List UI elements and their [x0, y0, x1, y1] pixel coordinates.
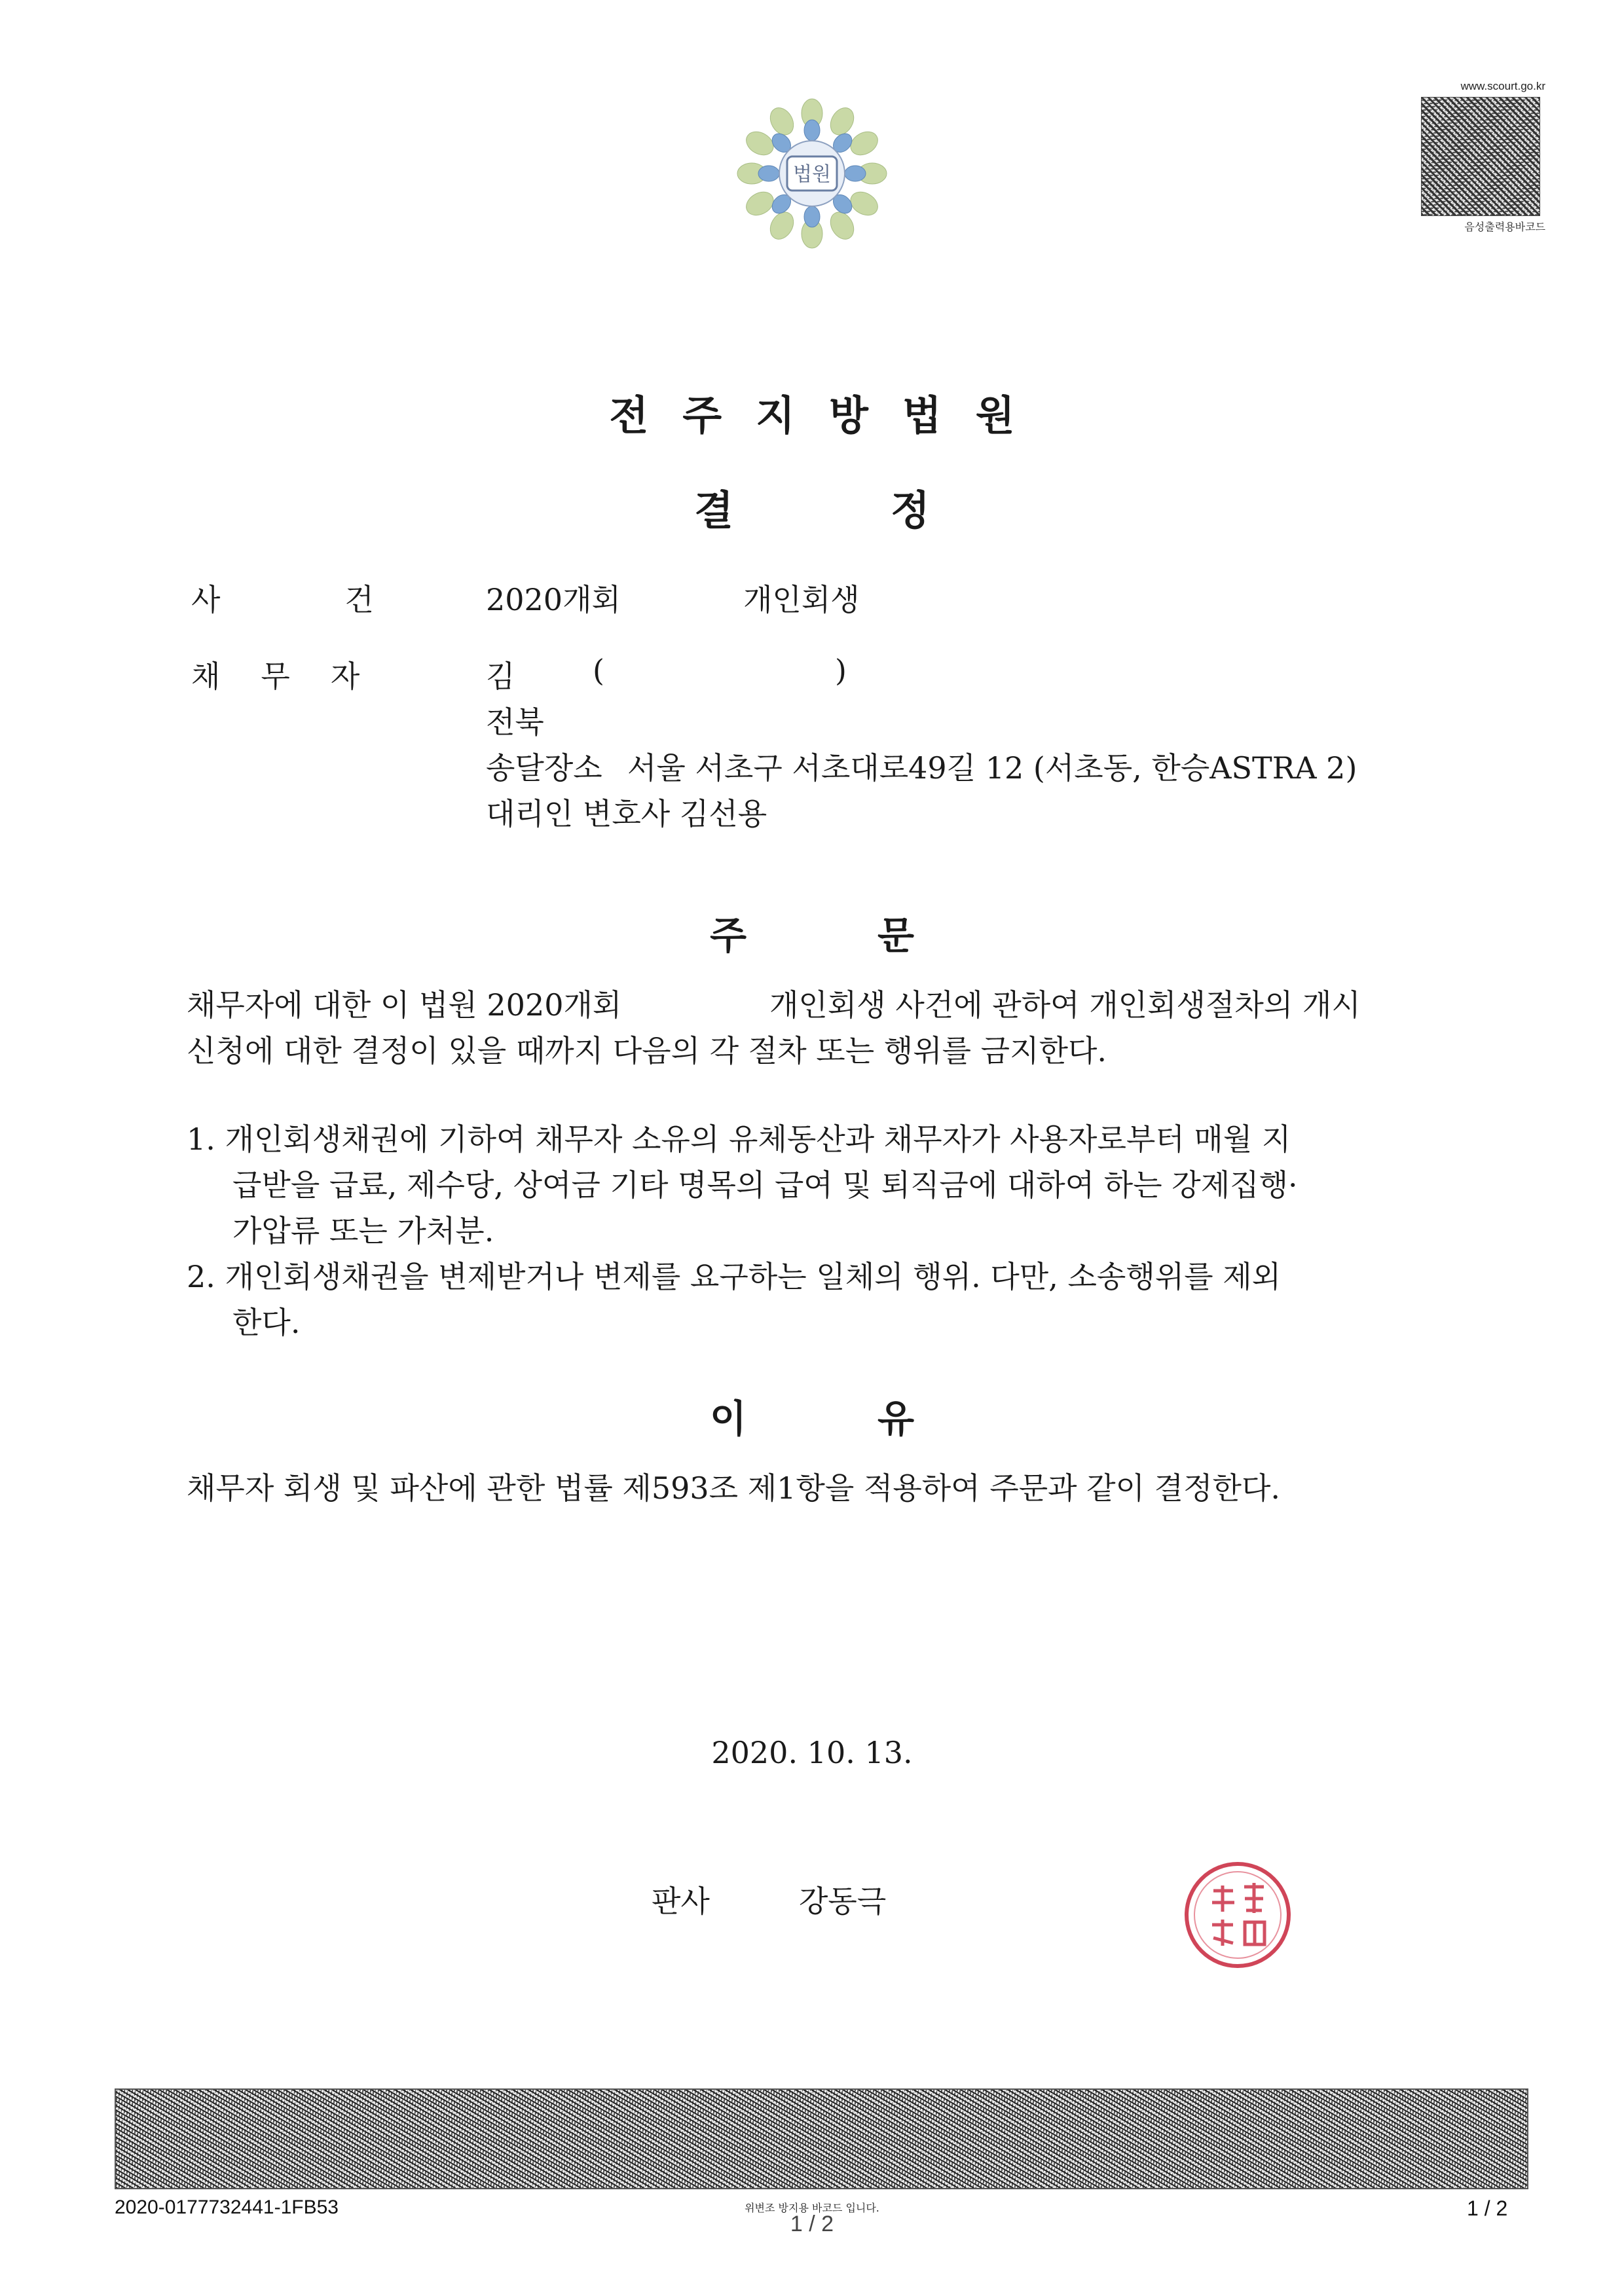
decision-date: 2020. 10. 13. — [711, 1735, 913, 1770]
order-item-1-line2: 급받을 급료, 제수당, 상여금 기타 명목의 급여 및 퇴직금에 대하여 하는 강제집행· — [232, 1167, 1298, 1203]
judge-title: 판사 — [652, 1884, 710, 1919]
qr-caption: 음성출력용바코드 — [1464, 221, 1545, 233]
judge-seal-stamp — [1182, 1859, 1293, 1971]
case-type: 개인회생 — [743, 582, 860, 617]
debtor-address: 전북 — [486, 704, 544, 740]
document-type: 결정 — [694, 486, 1087, 534]
case-number: 2020개회 — [486, 582, 621, 617]
debtor-name: 김 — [486, 659, 515, 694]
document-number: 2020-0177732441-1FB53 — [115, 2196, 339, 2218]
order-intro-line1-a: 채무자에 대한 이 법원 2020개회 — [187, 987, 622, 1023]
order-item-2-line1: 2. 개인회생채권을 변제받거나 변제를 요구하는 일체의 행위. 다만, 소송행위를 제외 — [187, 1259, 1282, 1294]
legal-agent: 대리인 변호사 김선용 — [486, 796, 767, 831]
anti-forgery-barcode — [115, 2088, 1528, 2189]
order-heading: 주문 — [709, 913, 1046, 958]
reason-text: 채무자 회생 및 파산에 관한 법률 제593조 제1항을 적용하여 주문과 같이 결정한다. — [187, 1470, 1281, 1506]
reason-heading: 이유 — [709, 1396, 1046, 1441]
qr-url: www.scourt.go.kr — [1460, 80, 1545, 92]
delivery-address: 서울 서초구 서초대로49길 12 (서초동, 한승ASTRA 2) — [627, 750, 1357, 786]
page-indicator-right: 1 / 2 — [1467, 2196, 1508, 2220]
debtor-label: 채무자 — [191, 659, 401, 694]
emblem-label: 법원 — [793, 163, 831, 186]
barcode-note: 위변조 방지용 바코드 입니다. — [745, 2202, 879, 2214]
order-intro-line2: 신청에 대한 결정이 있을 때까지 다음의 각 절차 또는 행위를 금지한다. — [187, 1033, 1107, 1068]
judge-name: 강동극 — [799, 1884, 887, 1919]
order-item-1-line3: 가압류 또는 가처분. — [232, 1213, 494, 1248]
order-item-2-line2: 한다. — [232, 1305, 301, 1340]
case-label: 사건 — [191, 582, 498, 617]
court-emblem — [737, 98, 887, 249]
order-intro-line1-b: 개인회생 사건에 관하여 개인회생절차의 개시 — [769, 987, 1361, 1023]
debtor-paren-close: ) — [835, 653, 847, 688]
court-name: 전주지방법원 — [609, 392, 1049, 439]
delivery-label: 송달장소 — [486, 750, 602, 786]
debtor-paren-open: ( — [593, 653, 604, 688]
page-indicator-center: 1 / 2 — [790, 2212, 834, 2236]
qr-code — [1421, 97, 1540, 216]
order-item-1-line1: 1. 개인회생채권에 기하여 채무자 소유의 유체동산과 채무자가 사용자로부터 매월 지 — [187, 1121, 1291, 1157]
